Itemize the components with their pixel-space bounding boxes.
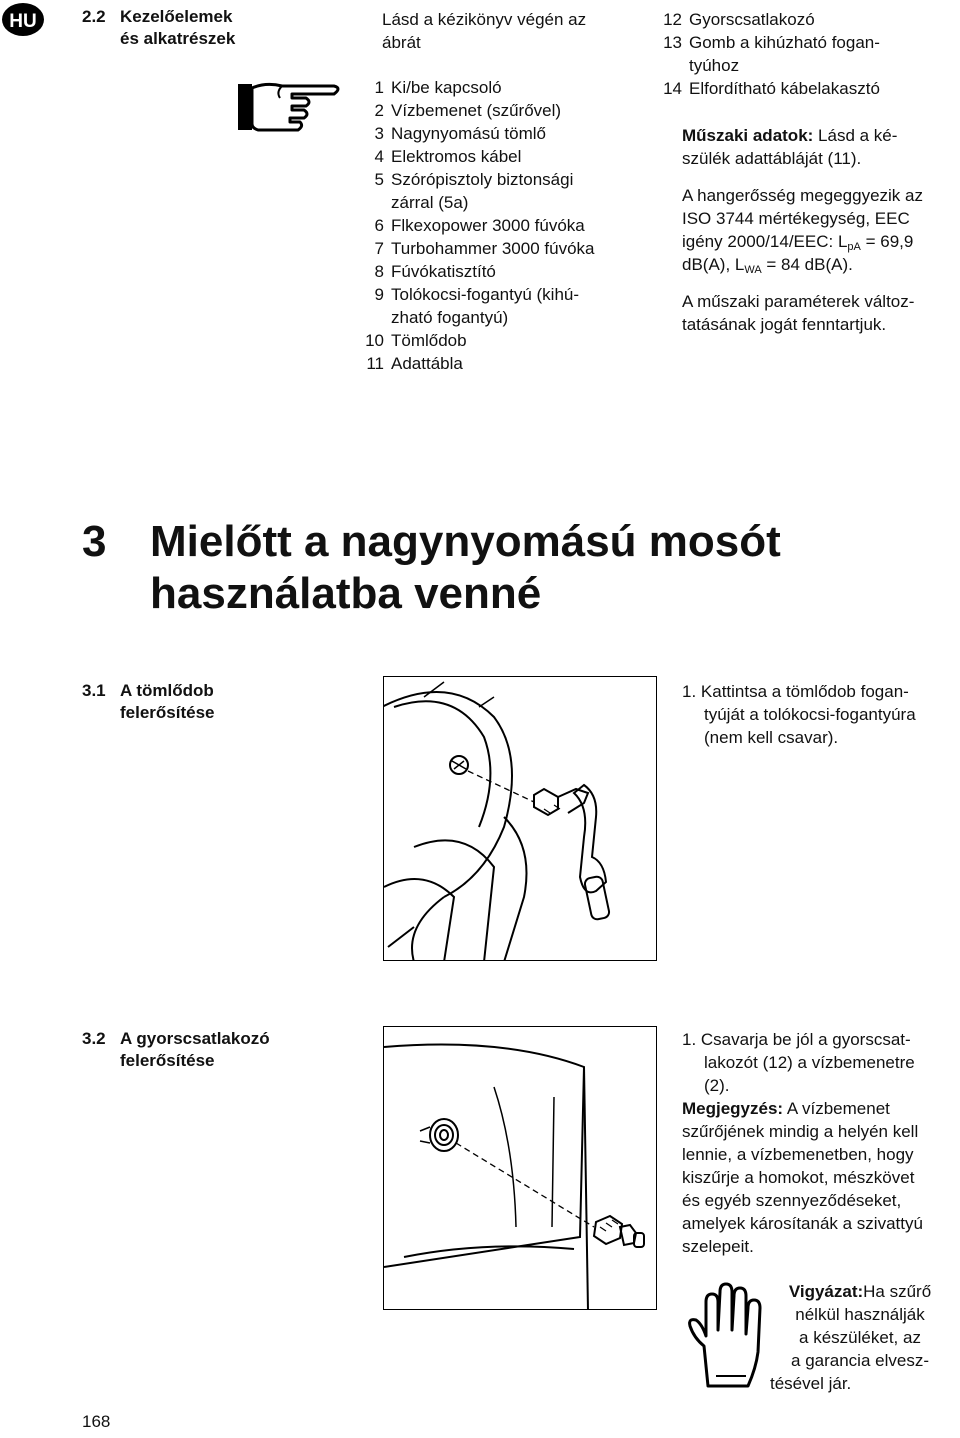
legend-item xyxy=(358,283,658,306)
legend-item-text: Tolókocsi-fogantyú (kihú- xyxy=(391,285,580,304)
step-line1: 1. Kattintsa a tömlődob fogan- xyxy=(682,682,909,701)
note-line3: lennie, a vízbemenetben, hogy xyxy=(682,1145,914,1164)
legend-item xyxy=(358,214,658,237)
tech-data-label: Műszaki adatok: xyxy=(682,126,814,145)
section-number: 2.2 xyxy=(82,7,106,26)
chapter-title-line2: használatba venné xyxy=(150,569,542,618)
legend-item-text: Elfordítható kábelakasztó xyxy=(689,79,880,98)
tech-data-text1: Lásd a ké- xyxy=(813,126,898,145)
note-line2: szűrőjének mindig a helyén kell xyxy=(682,1122,919,1141)
legend-item xyxy=(358,237,658,260)
noise-line4-sub: WA xyxy=(744,264,762,276)
section-title-line1: Kezelőelemek xyxy=(120,7,233,26)
legend-item xyxy=(358,168,658,191)
legend-item xyxy=(358,99,658,122)
legend-item xyxy=(358,306,658,329)
chapter-3-heading xyxy=(82,516,902,620)
note-line4: kiszűrje a homokot, mészkövet xyxy=(682,1168,915,1187)
legend-item-text: zható fogantyú) xyxy=(391,308,509,327)
legend-item-number: 1 xyxy=(374,78,384,97)
legend-item-number: 13 xyxy=(663,33,682,52)
legend-list-right xyxy=(656,8,960,100)
legend-item-number: 14 xyxy=(663,79,682,98)
legend-item-number: 8 xyxy=(374,262,384,281)
section-2-2-heading xyxy=(82,6,282,50)
legend-item-text: Szórópisztoly biztonsági xyxy=(391,170,574,189)
caution-block xyxy=(760,1280,960,1395)
legend-item-number: 9 xyxy=(374,285,384,304)
legend-item-number xyxy=(358,191,391,214)
caution-line3: a készüléket, az xyxy=(799,1328,921,1347)
section-title-line2: és alkatrészek xyxy=(120,29,236,48)
legend-item-number xyxy=(656,54,689,77)
step-line1: 1. Csavarja be jól a gyorscsat- xyxy=(682,1030,911,1049)
section-3-2-heading xyxy=(82,1028,362,1072)
section-3-1-heading xyxy=(82,680,342,724)
section-number: 3.1 xyxy=(82,681,106,700)
legend-item xyxy=(358,260,658,283)
section-title-line2: felerősítése xyxy=(120,703,215,722)
legend-item-number: 10 xyxy=(365,331,384,350)
note-line7: szelepeit. xyxy=(682,1237,754,1256)
legend-intro-line1: Lásd a kézikönyv végén az xyxy=(382,10,587,29)
section-3-2-steps xyxy=(682,1028,960,1258)
legend-item-number: 7 xyxy=(374,239,384,258)
legend-item-text: Ki/be kapcsoló xyxy=(391,78,502,97)
page-number: 168 xyxy=(82,1412,111,1431)
legend-item xyxy=(358,122,658,145)
legend-list-left xyxy=(358,76,658,375)
caution-line2: nélkül használják xyxy=(795,1305,925,1324)
reserve-line1: A műszaki paraméterek változ- xyxy=(682,292,915,311)
step-line2: lakozót (12) a vízbemenetre xyxy=(704,1053,915,1072)
step-line2: tyúját a tolókocsi-fogantyúra xyxy=(704,705,916,724)
legend-item xyxy=(656,8,960,31)
note-line6: amelyek károsítanák a szivattyú xyxy=(682,1214,923,1233)
legend-item xyxy=(358,352,658,375)
noise-line1: A hangerősség megeggyezik az xyxy=(682,186,923,205)
legend-intro-line2: ábrát xyxy=(382,33,421,52)
legend-item-text: Nagynyomású tömlő xyxy=(391,124,546,143)
chapter-number: 3 xyxy=(82,517,107,566)
legend-item-text: Turbohammer 3000 fúvóka xyxy=(391,239,595,258)
tech-data-text2: szülék adattábláját (11). xyxy=(682,149,862,168)
legend-item-number: 3 xyxy=(374,124,384,143)
noise-line3-sub: pA xyxy=(847,241,861,253)
section-title-line2: felerősítése xyxy=(120,1051,215,1070)
legend-item-number: 2 xyxy=(374,101,384,120)
noise-line3a: igény 2000/14/EEC: L xyxy=(682,232,848,251)
pointing-hand-icon xyxy=(236,78,344,136)
legend-item-text: zárral (5a) xyxy=(391,193,469,212)
technical-specs xyxy=(682,124,960,348)
section-title-line1: A gyorscsatlakozó xyxy=(120,1029,270,1048)
legend-item-text: Tömlődob xyxy=(391,331,467,350)
legend-item xyxy=(656,54,960,77)
legend-item-number: 6 xyxy=(374,216,384,235)
legend-item-number: 11 xyxy=(366,354,384,373)
noise-line2: ISO 3744 mértékegység, EEC xyxy=(682,209,910,228)
legend-item-number: 5 xyxy=(374,170,384,189)
hose-reel-figure xyxy=(383,676,657,961)
legend-item xyxy=(358,145,658,168)
note-line1: A vízbemenet xyxy=(783,1099,890,1118)
reserve-line2: tatásának jogát fenntartjuk. xyxy=(682,315,887,334)
step-line3: (2). xyxy=(704,1076,730,1095)
legend-item-text: Flkexopower 3000 fúvóka xyxy=(391,216,585,235)
legend-item xyxy=(656,77,960,100)
legend-item-text: tyúhoz xyxy=(689,56,740,75)
legend-item-text: Elektromos kábel xyxy=(391,147,522,166)
legend-item-text: Fúvókatisztító xyxy=(391,262,496,281)
legend-item-text: Gomb a kihúzható fogan- xyxy=(689,33,880,52)
caution-line4: a garancia elvesz- xyxy=(791,1351,929,1370)
note-line5: és egyéb szennyeződéseket, xyxy=(682,1191,902,1210)
stop-hand-icon xyxy=(686,1282,770,1390)
section-number: 3.2 xyxy=(82,1029,106,1048)
caution-label: Vigyázat: xyxy=(788,1282,864,1301)
language-badge: HU xyxy=(2,3,44,36)
noise-line4b: = 84 dB(A). xyxy=(761,255,853,274)
legend-item xyxy=(358,76,658,99)
noise-line3b: = 69,9 xyxy=(860,232,914,251)
legend-item-text: Adattábla xyxy=(391,354,463,373)
note-label: Megjegyzés: xyxy=(682,1099,784,1118)
legend-item-text: Gyorscsatlakozó xyxy=(689,10,815,29)
chapter-title-line1: Mielőtt a nagynyomású mosót xyxy=(150,517,781,566)
legend-item xyxy=(656,31,960,54)
section-title-line1: A tömlődob xyxy=(120,681,214,700)
legend-intro xyxy=(382,8,652,54)
legend-item xyxy=(358,329,658,352)
legend-item-number: 4 xyxy=(374,147,384,166)
quick-coupling-figure xyxy=(383,1026,657,1310)
legend-item-text: Vízbemenet (szűrővel) xyxy=(391,101,562,120)
caution-line5: tésével jár. xyxy=(770,1374,852,1393)
noise-line4a: dB(A), L xyxy=(682,255,745,274)
legend-item-number xyxy=(358,306,391,329)
legend-item-number: 12 xyxy=(663,10,682,29)
legend-item xyxy=(358,191,658,214)
step-line3: (nem kell csavar). xyxy=(704,728,839,747)
section-3-1-steps xyxy=(682,680,960,749)
caution-line1: Ha szűrő xyxy=(863,1282,932,1301)
